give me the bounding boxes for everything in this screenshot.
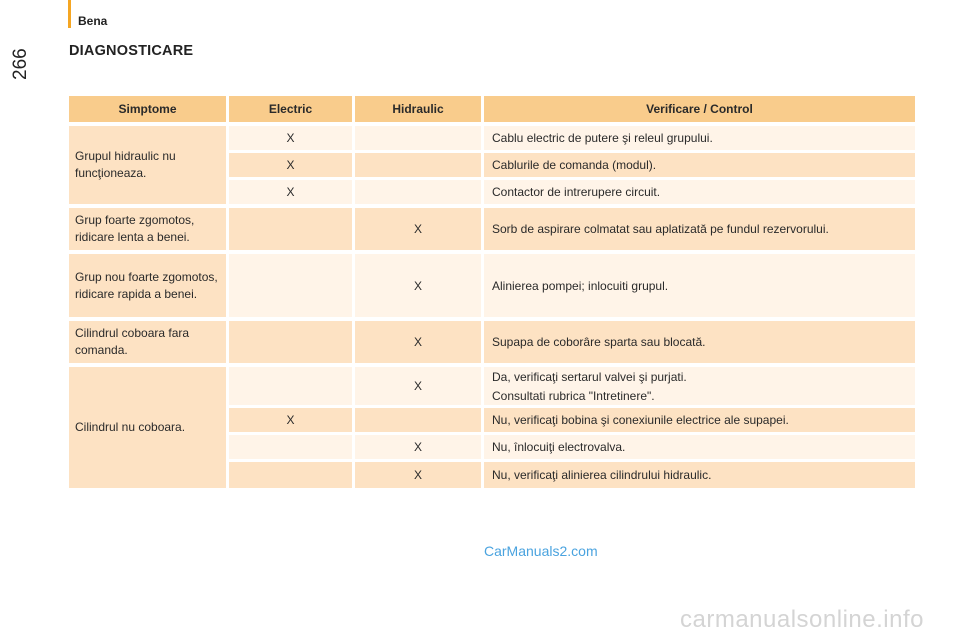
check-cell [484,408,915,432]
section-name: Bena [78,14,108,28]
electric-mark [229,321,352,363]
hydraulic-mark: X [355,208,481,250]
column-header-hydraulic: Hidraulic [355,96,481,122]
hydraulic-mark: X [355,321,481,363]
column-header-electric: Electric [229,96,352,122]
accent-bar [68,0,71,28]
check-text: Supapa de coborâre sparta sau blocată. [492,335,706,349]
page-title: DIAGNOSTICARE [69,43,194,59]
table-row [229,435,915,459]
page-number-text: 266 [10,48,31,80]
table-row [229,408,915,432]
table-row [229,153,915,177]
check-text: Cablu electric de putere şi releul grupului. [492,131,713,145]
check-cell [484,208,915,250]
table-header [69,96,915,122]
check-text: Da, verificaţi sertarul valvei şi purjati. [492,369,687,384]
check-text: Nu, verificaţi bobina şi conexiunile electrice ale supapei. [492,413,789,427]
check-text: Alinierea pompei; inlocuiti grupul. [492,278,669,293]
symptom-group [69,208,915,250]
table-row [229,254,915,317]
symptom-cell: Cilindrul nu coboara. [69,367,226,488]
check-cell [484,367,915,405]
hydraulic-mark [355,153,481,177]
check-text: Sorb de aspirare colmatat sau aplatizată pe fundul rezervorului. [492,222,829,236]
hydraulic-mark: X [355,435,481,459]
hydraulic-mark [355,408,481,432]
electric-mark [229,367,352,405]
hydraulic-mark: X [355,254,481,317]
check-text: Nu, verificaţi alinierea cilindrului hidraulic. [492,468,712,482]
symptom-group [69,254,915,317]
watermark-link[interactable]: CarManuals2.com [484,543,598,559]
column-header-check: Verificare / Control [484,96,915,122]
table-row [229,126,915,150]
symptom-group [69,321,915,363]
footer-watermark: carmanualsonline.info [680,606,924,633]
table-row [229,208,915,250]
hydraulic-mark: X [355,367,481,405]
table-row [229,321,915,363]
check-cell [484,153,915,177]
check-text: Nu, înlocuiţi electrovalva. [492,440,626,454]
diagnostic-table [69,96,915,492]
check-cell [484,435,915,459]
symptom-group [69,126,915,204]
table-row [229,180,915,204]
column-header-symptoms: Simptome [69,96,226,122]
check-cell [484,254,915,317]
hydraulic-mark: X [355,462,481,488]
symptom-cell: Grupul hidraulic nu funcţioneaza. [69,126,226,204]
electric-mark: X [229,180,352,204]
electric-mark: X [229,126,352,150]
symptom-cell: Grup foarte zgomotos, ridicare lenta a benei. [69,208,226,250]
table-row [229,462,915,488]
electric-mark: X [229,153,352,177]
hydraulic-mark [355,126,481,150]
electric-mark [229,435,352,459]
check-cell [484,321,915,363]
page-number [10,44,36,82]
electric-mark: X [229,408,352,432]
check-cell [484,180,915,204]
electric-mark [229,208,352,250]
table-row [229,367,915,405]
electric-mark [229,462,352,488]
check-text: Cablurile de comanda (modul). [492,158,657,172]
symptom-cell: Grup nou foarte zgomotos, ridicare rapida a benei. [69,254,226,317]
check-cell [484,126,915,150]
check-text: Contactor de intrerupere circuit. [492,185,661,199]
symptom-group [69,367,915,488]
check-text-line-2: Consultati rubrica "Intretinere". [492,388,655,403]
symptom-cell: Cilindrul coboara fara comanda. [69,321,226,363]
electric-mark [229,254,352,317]
hydraulic-mark [355,180,481,204]
check-cell [484,462,915,488]
